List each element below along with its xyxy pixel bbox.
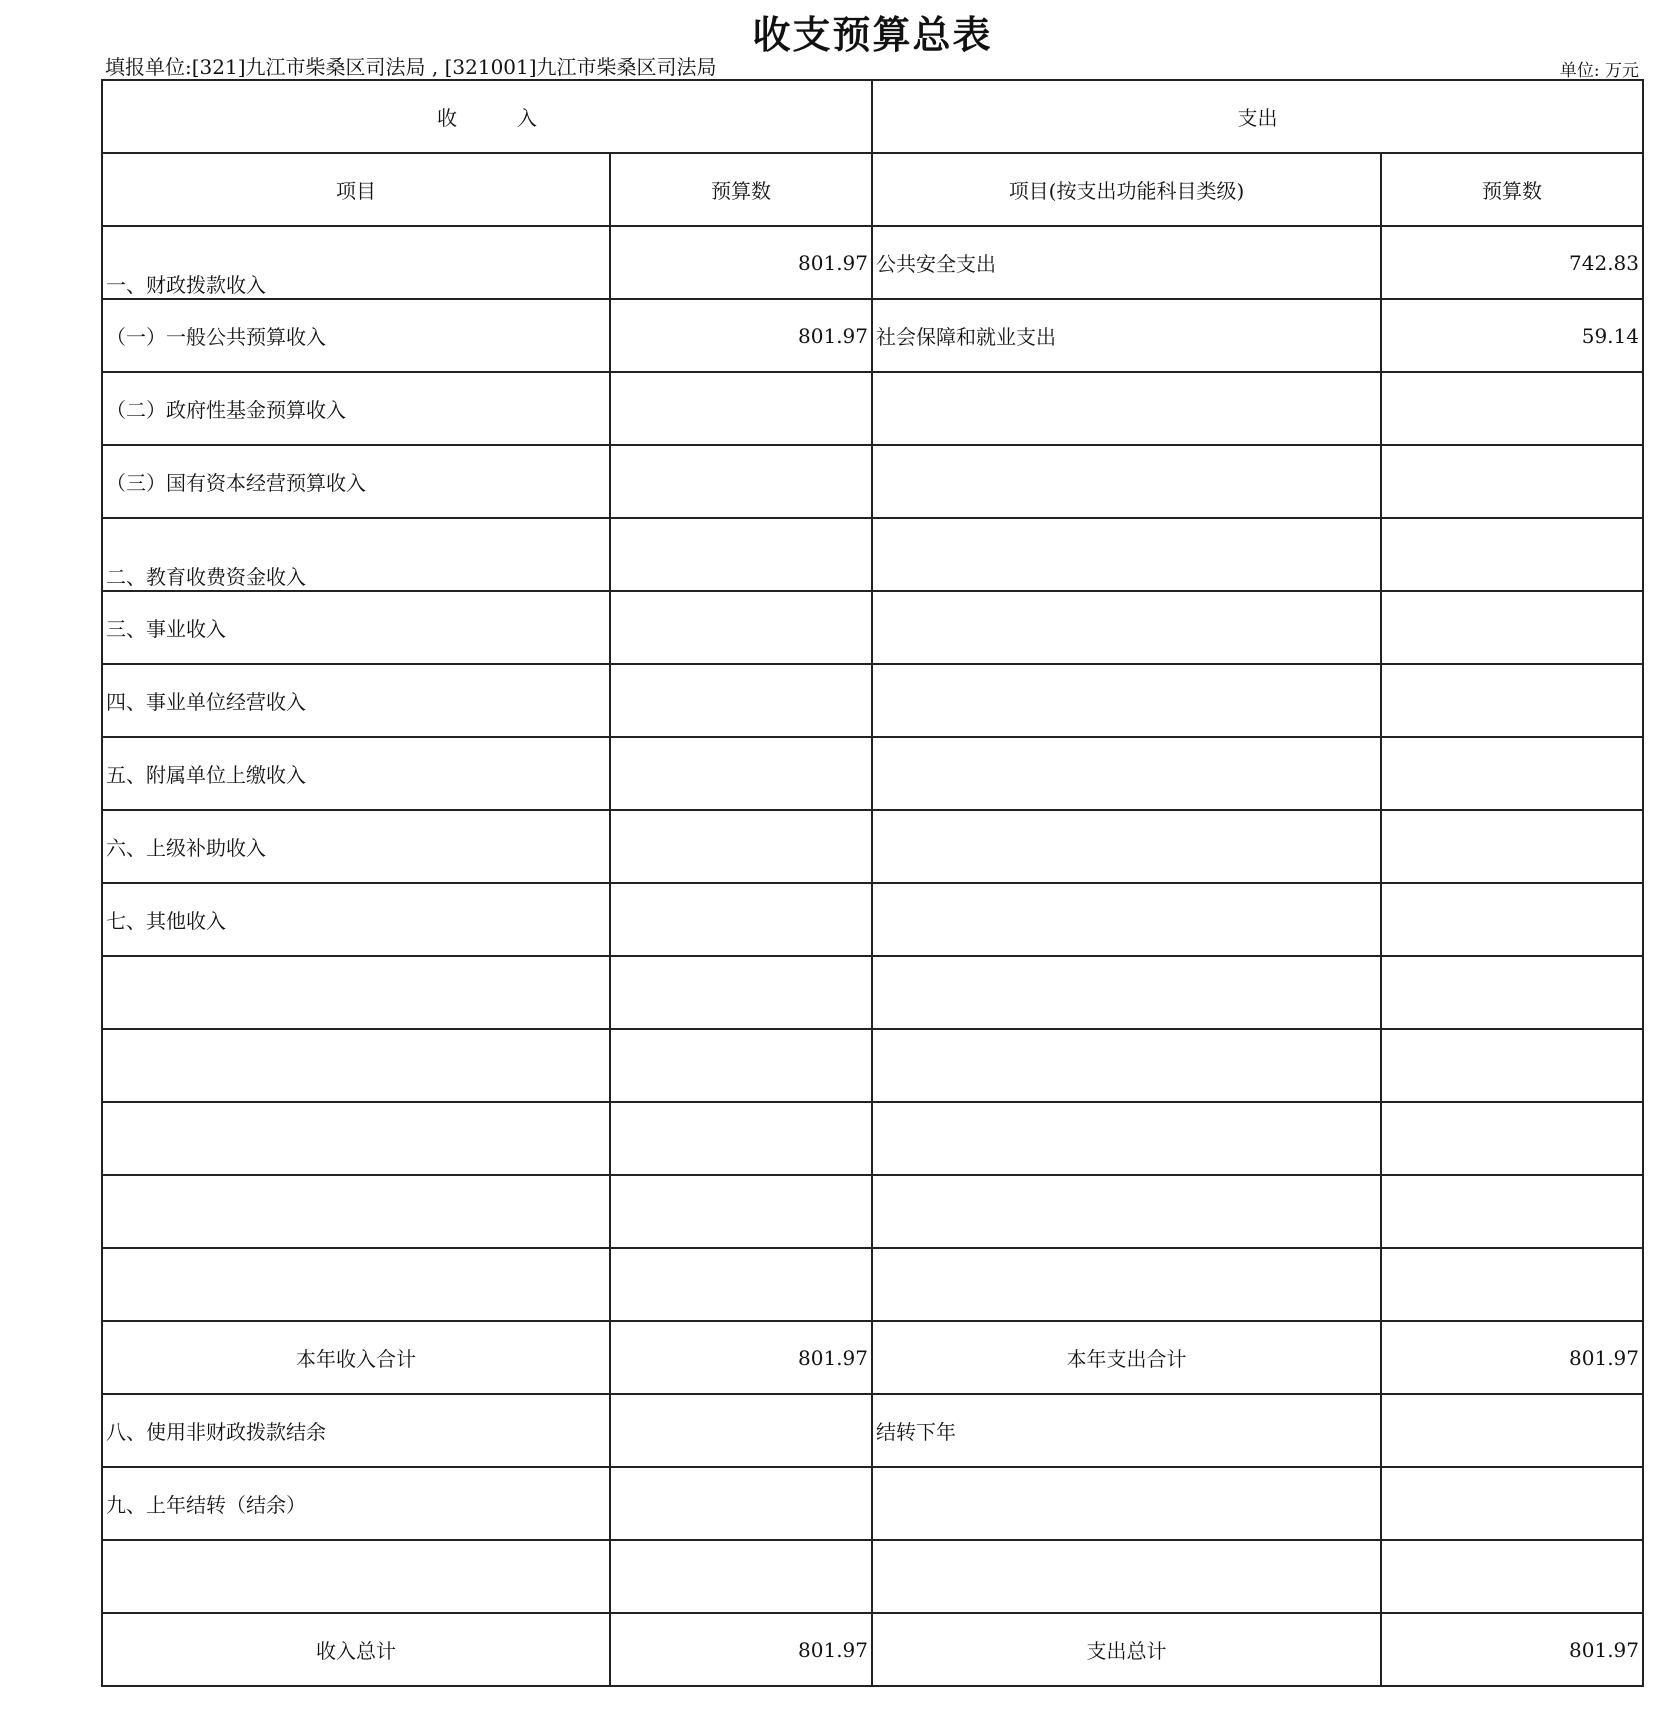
table-row [102,445,1643,518]
income-amount-cell: 801.97 [610,299,872,372]
expense-amount-cell [1381,445,1643,518]
expense-amount-header: 预算数 [1381,153,1643,226]
table-row [102,1394,1643,1467]
income-item-cell: 六、上级补助收入 [102,810,610,883]
empty-row [102,1540,1643,1613]
expense-amount-cell: 59.14 [1381,299,1643,372]
total-row [102,1613,1643,1686]
income-item-cell: 一、财政拨款收入 [102,226,610,299]
income-amount-cell [610,518,872,591]
reporting-unit: 填报单位:[321]九江市柴桑区司法局 , [321001]九江市柴桑区司法局 [105,55,717,79]
table-row [102,737,1643,810]
income-item-cell: 三、事业收入 [102,591,610,664]
column-header-row [102,153,1643,226]
expense-amount-cell [1381,1467,1643,1540]
budget-table [101,79,1644,1687]
expense-amount-cell [1381,737,1643,810]
table-row [102,1467,1643,1540]
empty-row [102,1248,1643,1321]
income-amount-cell [610,591,872,664]
expense-amount-cell: 742.83 [1381,226,1643,299]
income-amount-cell [610,1394,872,1467]
income-amount-cell [610,1467,872,1540]
income-total-amount: 801.97 [610,1613,872,1686]
expense-item-cell [872,1467,1381,1540]
expense-item-cell [872,591,1381,664]
expense-item-cell: 公共安全支出 [872,226,1381,299]
expense-amount-cell [1381,518,1643,591]
income-total-label: 收入总计 [102,1613,610,1686]
expense-item-cell: 社会保障和就业支出 [872,299,1381,372]
expense-total-label: 支出总计 [872,1613,1381,1686]
income-subtotal-label: 本年收入合计 [102,1321,610,1394]
income-amount-cell: 801.97 [610,226,872,299]
income-item-cell: （三）国有资本经营预算收入 [102,445,610,518]
currency-unit: 单位: 万元 [1559,61,1639,81]
income-amount-cell [610,445,872,518]
income-subtotal-amount: 801.97 [610,1321,872,1394]
expense-item-cell [872,372,1381,445]
expense-section-header: 支出 [872,80,1643,153]
income-item-cell: 二、教育收费资金收入 [102,518,610,591]
income-item-cell: （二）政府性基金预算收入 [102,372,610,445]
empty-row [102,1175,1643,1248]
income-amount-cell [610,664,872,737]
income-item-cell: 四、事业单位经营收入 [102,664,610,737]
expense-item-cell [872,445,1381,518]
expense-item-cell [872,664,1381,737]
expense-amount-cell [1381,1394,1643,1467]
expense-amount-cell [1381,591,1643,664]
table-row [102,883,1643,956]
income-item-cell: 五、附属单位上缴收入 [102,737,610,810]
expense-item-cell [872,518,1381,591]
empty-row [102,1102,1643,1175]
table-row [102,372,1643,445]
expense-amount-cell [1381,664,1643,737]
expense-amount-cell [1381,883,1643,956]
table-row [102,664,1643,737]
income-amount-cell [610,883,872,956]
expense-subtotal-amount: 801.97 [1381,1321,1643,1394]
expense-item-header: 项目(按支出功能科目类级) [872,153,1381,226]
expense-amount-cell [1381,372,1643,445]
expense-item-cell [872,737,1381,810]
income-section-header: 收入 [102,80,872,153]
table-row [102,591,1643,664]
empty-row [102,956,1643,1029]
table-row [102,226,1643,299]
income-item-cell: 九、上年结转（结余） [102,1467,610,1540]
expense-item-cell [872,810,1381,883]
income-amount-cell [610,810,872,883]
expense-subtotal-label: 本年支出合计 [872,1321,1381,1394]
income-item-cell: （一）一般公共预算收入 [102,299,610,372]
expense-total-amount: 801.97 [1381,1613,1643,1686]
expense-item-cell: 结转下年 [872,1394,1381,1467]
expense-amount-cell [1381,810,1643,883]
expense-item-cell [872,883,1381,956]
income-item-cell: 八、使用非财政拨款结余 [102,1394,610,1467]
income-amount-cell [610,372,872,445]
table-row [102,810,1643,883]
income-amount-cell [610,737,872,810]
section-header-row [102,80,1643,153]
income-item-cell: 七、其他收入 [102,883,610,956]
income-item-header: 项目 [102,153,610,226]
page-title: 收支预算总表 [752,13,993,57]
table-row [102,518,1643,591]
subtotal-row [102,1321,1643,1394]
table-row [102,299,1643,372]
empty-row [102,1029,1643,1102]
income-amount-header: 预算数 [610,153,872,226]
